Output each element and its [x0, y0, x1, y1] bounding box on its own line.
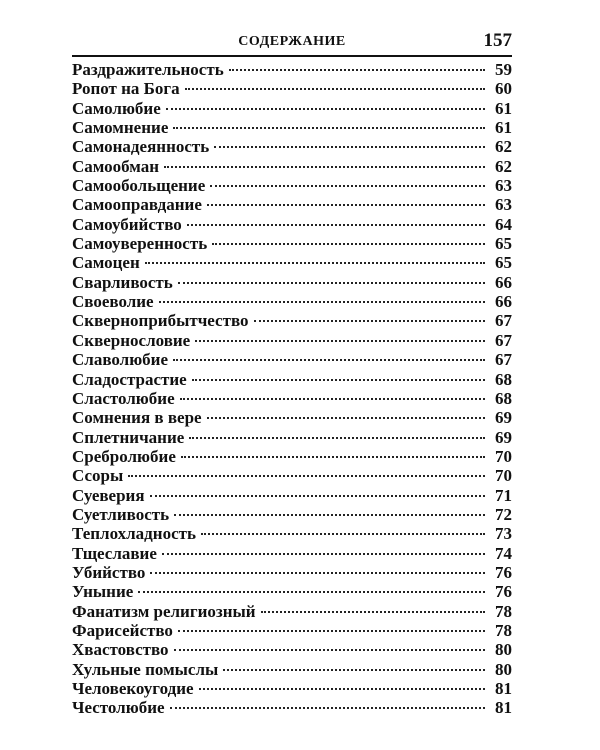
toc-entry	[72, 157, 512, 176]
toc-entry	[72, 679, 512, 698]
toc-entry-title: Самоцен	[72, 253, 140, 273]
toc-dot-leader	[229, 69, 485, 71]
running-header	[72, 30, 512, 54]
toc-dot-leader	[170, 707, 485, 709]
toc-dot-leader	[207, 417, 485, 419]
toc-entry-page: 62	[495, 156, 512, 176]
toc-entry	[72, 486, 512, 505]
toc-dot-leader	[212, 243, 485, 245]
toc-entry-title: Суетливость	[72, 504, 170, 524]
toc-entry	[72, 311, 512, 330]
header-rule	[72, 55, 512, 57]
toc-dot-leader	[174, 649, 485, 651]
toc-entry-title: Убийство	[72, 562, 146, 582]
toc-entry-page: 60	[495, 79, 512, 99]
toc-entry	[72, 273, 512, 292]
toc-dot-leader	[207, 204, 485, 206]
toc-dot-leader	[166, 108, 485, 110]
toc-entry-page: 71	[495, 485, 512, 505]
toc-entry-page: 59	[495, 60, 512, 79]
toc-entry-page: 76	[495, 582, 512, 602]
toc-entry-title: Славолюбие	[72, 350, 169, 370]
toc-entry-title: Самооправдание	[72, 195, 202, 215]
toc-dot-leader	[178, 282, 485, 284]
toc-dot-leader	[181, 456, 485, 458]
toc-entry-title: Своеволие	[72, 292, 154, 312]
toc-entry	[72, 698, 512, 717]
toc-entry-page: 61	[495, 118, 512, 138]
toc-entry-title: Самонадеянность	[72, 137, 210, 157]
toc-entry	[72, 505, 512, 524]
toc-dot-leader	[199, 688, 485, 690]
toc-entry	[72, 524, 512, 543]
toc-dot-leader	[192, 379, 485, 381]
toc-entry-page: 67	[495, 311, 512, 331]
toc-entry	[72, 408, 512, 427]
toc-dot-leader	[254, 320, 485, 322]
toc-entry-page: 63	[495, 195, 512, 215]
toc-entry	[72, 176, 512, 195]
toc-dot-leader	[173, 127, 485, 129]
toc-dot-leader	[223, 669, 485, 671]
toc-entry-title: Сварливость	[72, 272, 173, 292]
toc-entry-page: 68	[495, 388, 512, 408]
toc-entry-page: 80	[495, 640, 512, 660]
toc-entry	[72, 544, 512, 563]
toc-dot-leader	[214, 146, 485, 148]
toc-entry-page: 70	[495, 446, 512, 466]
toc-dot-leader	[145, 262, 485, 264]
toc-entry	[72, 137, 512, 156]
toc-entry-page: 81	[495, 679, 512, 698]
toc-entry-title: Сладострастие	[72, 369, 187, 389]
toc-entry	[72, 640, 512, 659]
toc-entry	[72, 389, 512, 408]
toc-entry-title: Суеверия	[72, 485, 145, 505]
toc-entry	[72, 331, 512, 350]
toc-entry	[72, 118, 512, 137]
toc-entry-page: 72	[495, 504, 512, 524]
toc-entry-title: Тщеславие	[72, 543, 157, 563]
toc-dot-leader	[201, 533, 485, 535]
toc-entry-page: 74	[495, 543, 512, 563]
toc-dot-leader	[174, 514, 485, 516]
toc-entry-page: 62	[495, 137, 512, 157]
toc-entry-page: 63	[495, 176, 512, 196]
toc-entry-page: 66	[495, 292, 512, 312]
toc-entry-title: Самоубийство	[72, 214, 182, 234]
toc-dot-leader	[164, 166, 485, 168]
toc-entry-page: 78	[495, 620, 512, 640]
toc-entry	[72, 447, 512, 466]
toc-entry-page: 64	[495, 214, 512, 234]
toc-entry-title: Хвастовство	[72, 640, 169, 660]
toc-entry	[72, 563, 512, 582]
toc-entry	[72, 466, 512, 485]
toc-entry	[72, 292, 512, 311]
toc-dot-leader	[210, 185, 485, 187]
toc-entry-page: 67	[495, 350, 512, 370]
toc-entry-page: 80	[495, 659, 512, 679]
toc-entry	[72, 215, 512, 234]
toc-entry-title: Ропот на Бога	[72, 79, 180, 99]
toc-entry	[72, 99, 512, 118]
toc-entry-title: Фанатизм религиозный	[72, 601, 256, 621]
toc-entry-title: Человекоугодие	[72, 679, 194, 698]
toc-dot-leader	[159, 301, 485, 303]
toc-entry-title: Хульные помыслы	[72, 659, 219, 679]
toc-dot-leader	[173, 359, 485, 361]
toc-entry	[72, 582, 512, 601]
header-title: СОДЕРЖАНИЕ	[238, 34, 346, 49]
toc-entry-title: Ссоры	[72, 466, 124, 486]
toc-entry-title: Теплохладность	[72, 524, 196, 544]
toc-entry-title: Самомнение	[72, 118, 169, 138]
toc-entry-title: Раздражительность	[72, 60, 224, 79]
toc-entry-title: Самолюбие	[72, 98, 161, 118]
toc-dot-leader	[187, 224, 485, 226]
toc-entry-title: Уныние	[72, 582, 134, 602]
toc-dot-leader	[162, 553, 485, 555]
toc-entry-title: Сквернословие	[72, 330, 191, 350]
toc-entry-page: 65	[495, 253, 512, 273]
toc-entry-title: Сквернoприбытчество	[72, 311, 249, 331]
toc-entry-title: Сомнения в вере	[72, 408, 202, 428]
toc-dot-leader	[178, 630, 485, 632]
toc-entry	[72, 602, 512, 621]
toc-entry-page: 68	[495, 369, 512, 389]
toc-entry-title: Сребролюбие	[72, 446, 176, 466]
toc-dot-leader	[261, 611, 485, 613]
toc-entry-page: 73	[495, 524, 512, 544]
toc-entry-title: Фарисейство	[72, 620, 173, 640]
toc-dot-leader	[195, 340, 485, 342]
toc-entry	[72, 253, 512, 272]
toc-entry	[72, 60, 512, 79]
toc-entry-page: 61	[495, 98, 512, 118]
toc-entry-title: Сплетничание	[72, 427, 185, 447]
toc-entry-title: Самообольщение	[72, 176, 206, 196]
toc-dot-leader	[128, 475, 485, 477]
toc-dot-leader	[180, 398, 485, 400]
toc-entry-page: 67	[495, 330, 512, 350]
toc-entry-title: Самообман	[72, 156, 160, 176]
toc-entry	[72, 79, 512, 98]
toc-entry	[72, 195, 512, 214]
toc-entry	[72, 660, 512, 679]
toc-entry-page: 76	[495, 562, 512, 582]
header-page-number: 157	[483, 30, 512, 51]
toc-entry-title: Самоуверенность	[72, 234, 208, 254]
toc-entry-page: 66	[495, 272, 512, 292]
table-of-contents	[72, 60, 512, 718]
toc-entry-page: 78	[495, 601, 512, 621]
toc-entry-page: 69	[495, 408, 512, 428]
toc-entry-page: 70	[495, 466, 512, 486]
toc-entry	[72, 350, 512, 369]
toc-dot-leader	[189, 437, 485, 439]
toc-entry-title: Сластолюбие	[72, 388, 175, 408]
toc-dot-leader	[138, 591, 485, 593]
toc-dot-leader	[150, 572, 485, 574]
toc-entry	[72, 621, 512, 640]
toc-entry-title: Честолюбие	[72, 698, 165, 718]
toc-entry	[72, 370, 512, 389]
toc-entry-page: 65	[495, 234, 512, 254]
toc-entry-page: 69	[495, 427, 512, 447]
toc-dot-leader	[150, 495, 485, 497]
toc-dot-leader	[185, 88, 485, 90]
toc-entry	[72, 428, 512, 447]
toc-entry-page: 81	[495, 698, 512, 718]
toc-entry	[72, 234, 512, 253]
